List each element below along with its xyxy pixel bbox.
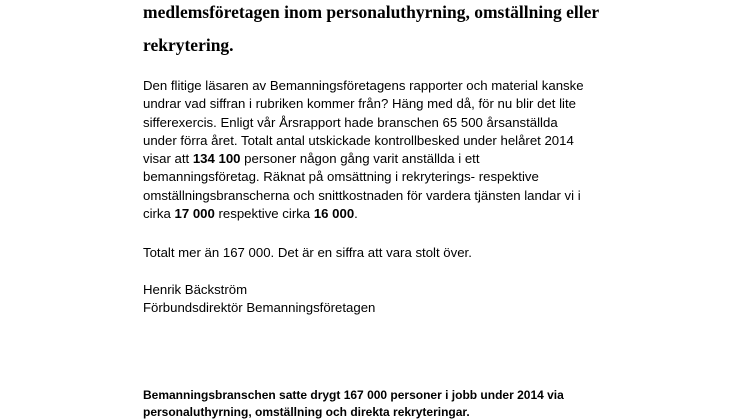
body-text: visar att	[143, 151, 193, 166]
body-line: sifferexercis. Enligt vår Årsrapport hade branschen 65 500 årsanställda	[143, 114, 643, 132]
body-line: undrar vad siffran i rubriken kommer från? Häng med då, för nu blir det lite	[143, 95, 643, 113]
body-paragraph	[143, 77, 643, 223]
signature-title: Förbundsdirektör Bemanningsföretagen	[143, 299, 643, 317]
body-line: bemanningsföretag. Räknat på omsättning i rekryterings- respektive	[143, 168, 643, 186]
summary-text: Totalt mer än 167 000. Det är en siffra att vara stolt över.	[143, 244, 643, 262]
body-text: .	[354, 206, 358, 221]
footer-summary	[143, 387, 643, 420]
summary-paragraph	[143, 244, 643, 262]
body-line: omställningsbranscherna och snittkostnaden för vardera tjänsten landar vi i	[143, 187, 643, 205]
body-line: Den flitige läsaren av Bemanningsföretagens rapporter och material kanske	[143, 77, 643, 95]
body-line	[143, 150, 643, 168]
employed-count: 134 100	[193, 151, 241, 166]
recruitment-count: 17 000	[175, 206, 215, 221]
signature-block	[143, 281, 643, 318]
body-text: cirka	[143, 206, 175, 221]
heading-line-1: medlemsföretagen inom personaluthyrning, omställning eller	[143, 0, 623, 29]
signature-name: Henrik Bäckström	[143, 281, 643, 299]
body-line	[143, 205, 643, 223]
footer-line-2: personaluthyrning, omställning och direkta rekryteringar.	[143, 404, 643, 420]
body-text: respektive cirka	[215, 206, 314, 221]
body-text: personer någon gång varit anställda i ett	[241, 151, 480, 166]
footer-line-1: Bemanningsbranschen satte drygt 167 000 personer i jobb under 2014 via	[143, 387, 643, 404]
body-line: under förra året. Totalt antal utskickade kontrollbesked under helåret 2014	[143, 132, 643, 150]
article-heading	[143, 0, 623, 62]
heading-line-2: rekrytering.	[143, 29, 623, 62]
outplacement-count: 16 000	[314, 206, 354, 221]
